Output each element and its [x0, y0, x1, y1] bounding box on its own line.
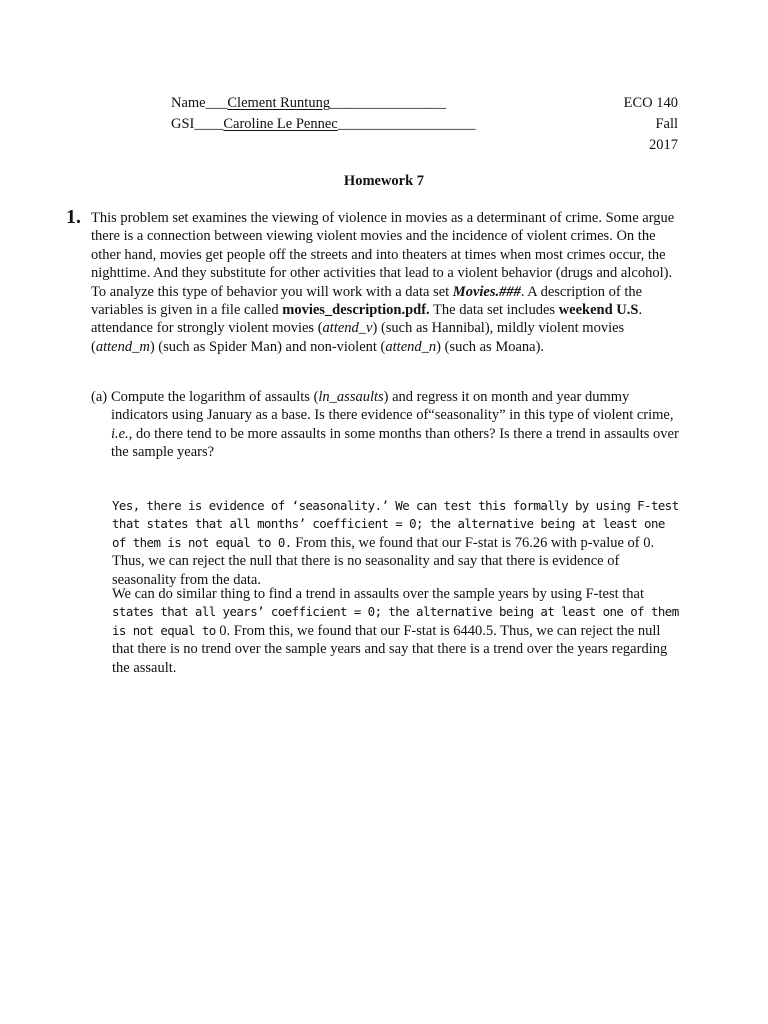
gsi-blank-before: ____: [194, 116, 224, 132]
gsi-blank-after: _______________: [366, 116, 476, 132]
answer-paragraph-2: [112, 585, 682, 677]
gsi-line: [171, 114, 475, 135]
gsi-blank-mid: ____: [337, 116, 367, 132]
part-a: [91, 388, 681, 462]
question-text-4: . attendance for strongly violent movies (: [91, 302, 643, 337]
name-value: Clement Runtung: [227, 95, 331, 111]
answer-1-rest: From this, we found that our F-stat is 76.26 with p-value of 0. Thus, we can reject the null that there is no seasonality and say that there is evidence of seasonality from the data.: [112, 534, 655, 588]
header-course-info: [624, 93, 678, 156]
part-a-label: (a): [91, 389, 108, 405]
question-text-1: This problem set examines the viewing of violence in movies as a determinant of crime. Some argue there is a connection between viewing violent movies and the incidence of violent crimes. On the other hand, movies get people off the streets and into theaters at times when most crimes occur, the nighttime. And they substitute for other activities that lead to a violent behavior (drugs and alcohol). To analyze this type of behavior you will work with a data set: [91, 210, 675, 300]
var-ln-assaults: ln_assaults: [318, 389, 384, 405]
weekend-label: weekend U.S: [558, 302, 639, 319]
dataset-name: Movies.###: [452, 283, 521, 300]
header-student-info: [171, 93, 475, 135]
name-line: [171, 93, 475, 114]
part-a-text-2: ) and regress it on month and year dummy indicators using January as a base. Is there evidence of“seasonality” in this type of violent crime,: [111, 389, 674, 424]
var-attend-m: attend_m: [95, 338, 150, 355]
answer-2-start: We can do similar thing to find a trend in assaults over the sample years by using F-test that: [112, 586, 644, 602]
answer-1-typed: Yes, there is evidence of ‘seasonality.’ We can test this formally by using F-test that states that all months’ coefficient = 0; the alternative being at least one of them is not equal to 0.: [112, 498, 679, 550]
question-text: [91, 209, 681, 356]
var-attend-n: attend_n: [385, 338, 437, 355]
course-code: ECO 140: [623, 95, 678, 111]
question-text-2: . A description of the variables is given in a file called: [91, 283, 643, 319]
description-file: movies_description.pdf.: [282, 302, 430, 319]
var-attend-v: attend_v: [322, 320, 373, 337]
question-text-3: The data set includes: [429, 302, 559, 319]
name-blank-after: ________________: [330, 95, 447, 111]
gsi-value: Caroline Le Pennec: [223, 116, 338, 132]
part-a-text: [111, 388, 681, 462]
answer-2-rest: 0. From this, we found that our F-stat is 6440.5. Thus, we can reject the null that there is no trend over the sample years and say that there is a trend over the years regarding the assault.: [112, 622, 668, 676]
part-a-text-1: Compute the logarithm of assaults (: [111, 389, 319, 405]
part-a-text-3: do there tend to be more assaults in some months than others? Is there a trend in assaults over the sample years?: [111, 425, 679, 461]
question-text-7: ) (such as Moana).: [436, 338, 545, 355]
answer-2-typed: states that all years’ coefficient = 0; the alternative being at least one of them is not equal to: [112, 604, 679, 638]
name-blank-before: ___: [205, 95, 228, 111]
ie-abbrev: i.e.,: [111, 425, 133, 442]
question-text-6: ) (such as Spider Man) and non-violent (: [149, 338, 386, 355]
term: Fall: [655, 116, 678, 132]
page-title: Homework 7: [343, 173, 425, 189]
question-text-5: ) (such as Hannibal), mildly violent movies (: [91, 320, 625, 355]
question-number: 1.: [66, 206, 81, 228]
name-label: Name: [171, 95, 206, 111]
year: 2017: [649, 137, 678, 153]
answer-paragraph-1: [112, 497, 682, 589]
gsi-label: GSI: [171, 116, 195, 132]
